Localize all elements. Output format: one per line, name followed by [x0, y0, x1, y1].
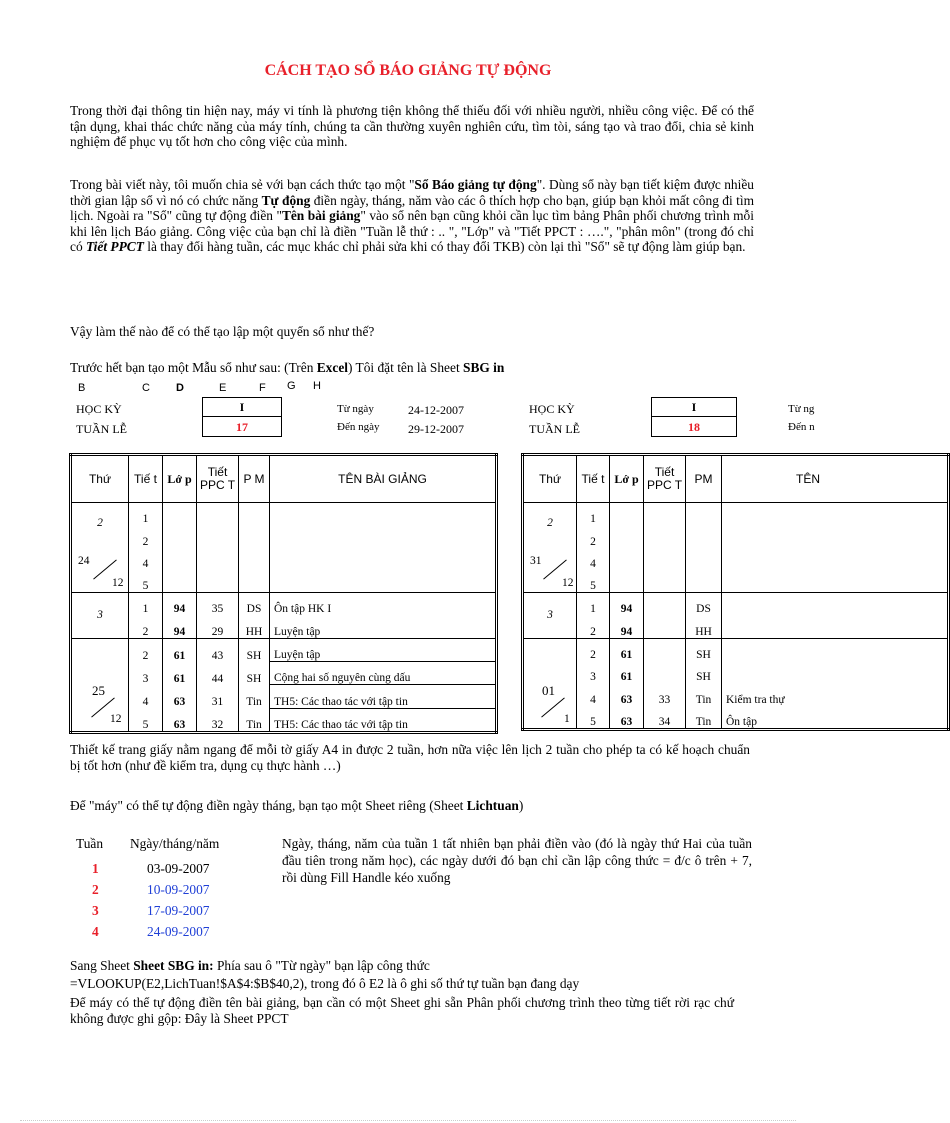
tiet-cell: 2 — [129, 525, 163, 547]
lichtuan-table — [72, 836, 242, 946]
layout-note-paragraph: Thiết kế trang giấy nằm ngang để mỗi tờ giấy A4 in được 2 tuần, hơn nữa việc lên lịch 2 tuần cho phép ta có kế hoạch chuẩn bị tốt hơn (như đề kiểm tra, dụng cụ thực hành …) — [70, 742, 750, 773]
lop-cell: 94 — [163, 593, 197, 616]
lesson-cell: Ôn tập HK I — [270, 593, 497, 616]
pm-cell: SH — [686, 638, 722, 661]
lesson-cell — [722, 615, 949, 638]
col-letter: D — [176, 382, 184, 394]
lichtuan-date: 24-09-2007 — [147, 924, 210, 939]
tiet-cell: 2 — [129, 638, 163, 661]
header-pm: PM — [686, 455, 722, 503]
pm-cell: Tin — [686, 706, 722, 730]
day-number: 31 — [530, 555, 542, 567]
header-ten-bai: TÊN BÀI GIẢNG — [270, 455, 497, 503]
lichtuan-header-tuan: Tuần — [76, 836, 104, 851]
day-number: 25 — [92, 682, 105, 698]
lichtuan-week: 4 — [92, 924, 99, 939]
pm-cell: SH — [239, 662, 270, 685]
pm-cell: DS — [239, 593, 270, 616]
tuan-le-label: TUẦN LỄ — [76, 422, 127, 436]
day-number: 01 — [542, 682, 555, 698]
question-line: Vậy làm thế nào để có thể tạo lập một quyển sổ như thế? — [70, 324, 375, 339]
lop-cell: 94 — [610, 593, 644, 616]
ppct-cell: 33 — [644, 683, 686, 705]
day-number: 24 — [78, 555, 90, 567]
pm-cell: Tin — [239, 708, 270, 732]
tiet-cell: 4 — [129, 548, 163, 570]
header-thu: Thứ — [523, 455, 577, 503]
lop-cell: 61 — [610, 638, 644, 661]
lop-cell: 63 — [163, 685, 197, 708]
closing-line-2: =VLOOKUP(E2,LichTuan!$A$4:$B$40,2), trong đó ô E2 là ô ghi số thứ tự tuần bạn đang dạy — [70, 976, 580, 991]
day-cell — [523, 638, 577, 729]
pm-cell: HH — [239, 615, 270, 638]
lesson-cell: Kiểm tra thự — [722, 683, 949, 705]
pm-cell: Tin — [686, 683, 722, 705]
col-letter: F — [259, 382, 266, 394]
right-table-clip — [521, 453, 820, 728]
right-lesson-table — [521, 453, 950, 731]
hoc-ky-value-right: I — [652, 398, 736, 417]
lichtuan-intro-line: Để "máy" có thể tự động điền ngày tháng, bạn tạo một Sheet riêng (Sheet Lichtuan) — [70, 798, 524, 813]
header-pm: P M — [239, 455, 270, 503]
header-lop: Lớ p — [610, 455, 644, 503]
closing-line-1: Sang Sheet Sheet SBG in: Phía sau ô "Từ ngày" bạn lập công thức — [70, 958, 430, 973]
ppct-cell: 29 — [197, 615, 239, 638]
hoc-ky-label: HỌC KỲ — [76, 402, 122, 416]
ppct-cell: 43 — [197, 638, 239, 661]
lop-cell: 94 — [163, 615, 197, 638]
month-number: 12 — [110, 712, 122, 725]
tiet-cell: 1 — [577, 593, 610, 616]
step1-line: Trước hết bạn tạo một Mẫu sổ như sau: (Trên Excel) Tôi đặt tên là Sheet SBG in — [70, 360, 505, 375]
tu-ngay-value: 24-12-2007 — [408, 403, 464, 417]
tiet-cell: 5 — [577, 706, 610, 730]
hoc-ky-label-right: HỌC KỲ — [529, 402, 575, 416]
date-slash — [541, 697, 565, 717]
lesson-cell — [722, 661, 949, 683]
tuan-le-value-right: 18 — [688, 420, 700, 434]
col-letter: G — [287, 380, 296, 392]
tiet-cell: 1 — [129, 503, 163, 526]
month-number: 12 — [112, 577, 124, 589]
ppct-cell — [644, 661, 686, 683]
tiet-cell: 2 — [577, 525, 610, 547]
lichtuan-date: 03-09-2007 — [147, 861, 210, 876]
ppct-cell — [644, 638, 686, 661]
tu-ngay-label-right: Từ ng — [788, 403, 815, 415]
lesson-cell — [722, 638, 949, 661]
page-title: CÁCH TẠO SỔ BÁO GIẢNG TỰ ĐỘNG — [264, 62, 552, 79]
day-name: 2 — [97, 517, 103, 529]
tiet-cell: 2 — [577, 638, 610, 661]
column-letters — [0, 382, 400, 396]
den-ngay-label: Đến ngày — [337, 421, 380, 433]
lop-cell: 63 — [610, 706, 644, 730]
day-cell — [71, 638, 129, 732]
lesson-cell: Cộng hai số nguyên cùng dấu — [270, 662, 497, 685]
col-letter: C — [142, 382, 150, 394]
lesson-cell: TH5: Các thao tác với tập tin — [270, 685, 497, 708]
lesson-cell: TH5: Các thao tác với tập tin — [270, 708, 497, 732]
tiet-cell: 1 — [577, 503, 610, 526]
ppct-cell: 32 — [197, 708, 239, 732]
lop-cell: 61 — [610, 661, 644, 683]
den-ngay-value: 29-12-2007 — [408, 422, 464, 436]
col-letter: B — [78, 382, 86, 394]
hoc-ky-box — [202, 397, 282, 437]
header-tiet-ppct: Tiết PPC T — [197, 455, 239, 503]
tiet-cell: 5 — [577, 570, 610, 593]
lichtuan-header-ngay: Ngày/tháng/năm — [130, 836, 220, 851]
hoc-ky-box-right — [651, 397, 737, 437]
tuan-le-value: 17 — [236, 420, 248, 434]
col-letter: H — [313, 380, 321, 392]
ppct-cell: 34 — [644, 706, 686, 730]
tiet-cell: 4 — [577, 548, 610, 570]
lesson-cell — [722, 593, 949, 616]
lop-cell: 61 — [163, 638, 197, 661]
lop-cell: 63 — [163, 708, 197, 732]
lop-cell: 61 — [163, 662, 197, 685]
header-tiet: Tiế t — [129, 455, 163, 503]
hoc-ky-value: I — [203, 398, 281, 417]
intro-paragraph-2: Trong bài viết này, tôi muốn chia sẻ với bạn cách thức tạo một "Sổ Báo giảng tự động". Dùng sổ này bạn tiết kiệm được nhiều thời gian lập sổ vì nó có chức năng Tự động điền ngày, tháng, năm vào các ô thích hợp cho bạn, giúp bạn khỏi mất công đi tìm lịch. Ngoài ra "Sổ" cũng tự động điền "Tên bài giảng" vào sổ nên bạn cũng khỏi cần lục tìm bảng Phân phối chương trình mỗi khi lên lịch Báo giảng. Công việc của bạn chỉ là điền "Tuần lễ thứ : .. ", "Lớp" và "Tiết PPCT : ….", "phân môn" (trong đó chỉ có Tiết PPCT là thay đổi hàng tuần, các mục khác chỉ phải sửa khi có thay đổi TKB) còn lại thì "Sổ" sẽ tự động làm giúp bạn. — [70, 177, 754, 255]
lesson-cell: Luyện tập — [270, 638, 497, 661]
ppct-cell: 44 — [197, 662, 239, 685]
tiet-cell: 5 — [129, 708, 163, 732]
lesson-cell: Ôn tập — [722, 706, 949, 730]
header-thu: Thứ — [71, 455, 129, 503]
lichtuan-note: Ngày, tháng, năm của tuần 1 tất nhiên bạn phải điền vào (đó là ngày thứ Hai của tuần đầu tiên trong năm học), các ngày dưới đó bạn chỉ cần lập công thức = đ/c ô trên + 7, rồi dùng Fill Handle kéo xuống — [282, 836, 752, 885]
day-cell: 3 — [523, 593, 577, 639]
left-lesson-table — [69, 453, 498, 734]
lichtuan-week: 1 — [92, 861, 99, 876]
month-number: 12 — [562, 577, 574, 589]
lichtuan-week: 3 — [92, 903, 99, 918]
lop-cell: 63 — [610, 683, 644, 705]
tiet-cell: 1 — [129, 593, 163, 616]
pm-cell: SH — [686, 661, 722, 683]
den-ngay-label-right: Đến n — [788, 421, 815, 433]
lichtuan-date: 17-09-2007 — [147, 903, 210, 918]
tiet-cell: 3 — [577, 661, 610, 683]
lop-cell: 94 — [610, 615, 644, 638]
tiet-cell: 3 — [129, 662, 163, 685]
tu-ngay-label: Từ ngày — [337, 403, 374, 415]
header-ten-bai: TÊN — [722, 455, 949, 503]
ppct-cell — [644, 593, 686, 616]
header-lop: Lớ p — [163, 455, 197, 503]
ppct-cell: 35 — [197, 593, 239, 616]
tiet-cell: 4 — [577, 683, 610, 705]
closing-paragraph: Để máy có thể tự động điền tên bài giảng, bạn cần có một Sheet ghi sẵn Phân phối chương trình theo từng tiết rời rạc chứ không được ghi gộp: Đây là Sheet PPCT — [70, 995, 734, 1026]
header-tiet-ppct: Tiết PPC T — [644, 455, 686, 503]
tiet-cell: 5 — [129, 570, 163, 593]
day-cell — [523, 503, 577, 593]
col-letter: E — [219, 382, 227, 394]
pm-cell: Tin — [239, 685, 270, 708]
day-cell: 3 — [71, 593, 129, 639]
month-number: 1 — [564, 712, 570, 725]
pm-cell: DS — [686, 593, 722, 616]
ppct-cell: 31 — [197, 685, 239, 708]
lesson-cell: Luyện tập — [270, 615, 497, 638]
day-name: 2 — [547, 517, 553, 529]
header-tiet: Tiế t — [577, 455, 610, 503]
tiet-cell: 2 — [577, 615, 610, 638]
pm-cell: SH — [239, 638, 270, 661]
lichtuan-date: 10-09-2007 — [147, 882, 210, 897]
tiet-cell: 4 — [129, 685, 163, 708]
lichtuan-week: 2 — [92, 882, 99, 897]
tuan-le-label-right: TUẦN LỄ — [529, 422, 580, 436]
ppct-cell — [644, 615, 686, 638]
intro-paragraph-1: Trong thời đại thông tin hiện nay, máy vi tính là phương tiện không thể thiếu đối với nhiều người, nhiều công việc. Để có thể tận dụng, khai thác chức năng của máy tính, chúng ta cần thường xuyên nghiên cứu, tìm tòi, sáng tạo và trao đổi, chia sẻ kinh nghiệm để phục vụ tốt hơn cho công việc của mình. — [70, 103, 754, 150]
page-divider — [20, 1120, 796, 1121]
day-cell — [71, 503, 129, 593]
pm-cell: HH — [686, 615, 722, 638]
tiet-cell: 2 — [129, 615, 163, 638]
